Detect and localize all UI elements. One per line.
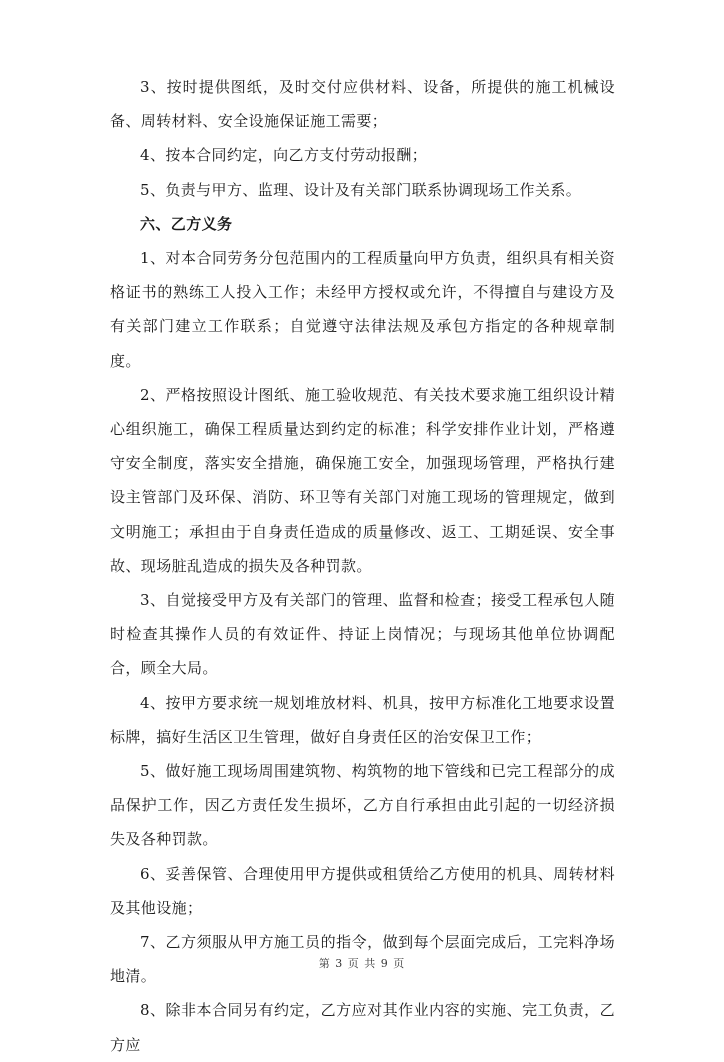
paragraph-party-b-duty-4: 4、按甲方要求统一规划堆放材料、机具，按甲方标准化工地要求设置标牌，搞好生活区卫生管理，做好自身责任区的治安保卫工作； (110, 693, 615, 746)
paragraph-party-b-duty-2: 2、严格按照设计图纸、施工验收规范、有关技术要求施工组织设计精心组织施工，确保工程质量达到约定的标准；科学安排作业计划，严格遵守安全制度，落实安全措施，确保施工安全，加强现场管理，严格执行建设主管部门及环保、消防、环卫等有关部门对施工现场的管理规定，做到文明施工；承担由于自身责任造成的质量修改、返工、工期延误、安全事故、现场脏乱造成的损失及各种罚款。 (110, 385, 615, 575)
paragraph-party-b-duty-7: 7、乙方须服从甲方施工员的指令，做到每个层面完成后，工完料净场地清。 (110, 933, 615, 986)
paragraph-party-a-duty-3: 3、按时提供图纸，及时交付应供材料、设备，所提供的施工机械设备、周转材料、安全设施保证施工需要； (110, 78, 615, 131)
paragraph-party-a-duty-5: 5、负责与甲方、监理、设计及有关部门联系协调现场工作关系。 (140, 180, 582, 199)
paragraph-party-b-duty-5: 5、做好施工现场周围建筑物、构筑物的地下管线和已完工程部分的成品保护工作，因乙方责任发生损坏，乙方自行承担由此引起的一切经济损失及各种罚款。 (110, 762, 615, 849)
paragraph-party-b-duty-6: 6、妥善保管、合理使用甲方提供或租赁给乙方使用的机具、周转材料及其他设施； (110, 864, 615, 917)
section-heading-party-b-obligations: 六、乙方义务 (140, 214, 233, 233)
paragraph-party-a-duty-4: 4、按本合同约定，向乙方支付劳动报酬； (140, 146, 428, 165)
paragraph-party-b-duty-1: 1、对本合同劳务分包范围内的工程质量向甲方负责，组织具有相关资格证书的熟练工人投入工作；未经甲方授权或允许，不得擅自与建设方及有关部门建立工作联系；自觉遵守法律法规及承包方指定的各种规章制度。 (110, 249, 615, 370)
document-body (110, 70, 615, 1062)
page-number-footer: 第 3 页 共 9 页 (318, 957, 406, 970)
paragraph-party-b-duty-8: 8、除非本合同另有约定，乙方应对其作业内容的实施、完工负责，乙方应 (110, 1001, 615, 1054)
paragraph-party-b-duty-3: 3、自觉接受甲方及有关部门的管理、监督和检查；接受工程承包人随时检查其操作人员的有效证件、持证上岗情况；与现场其他单位协调配合，顾全大局。 (110, 591, 615, 678)
